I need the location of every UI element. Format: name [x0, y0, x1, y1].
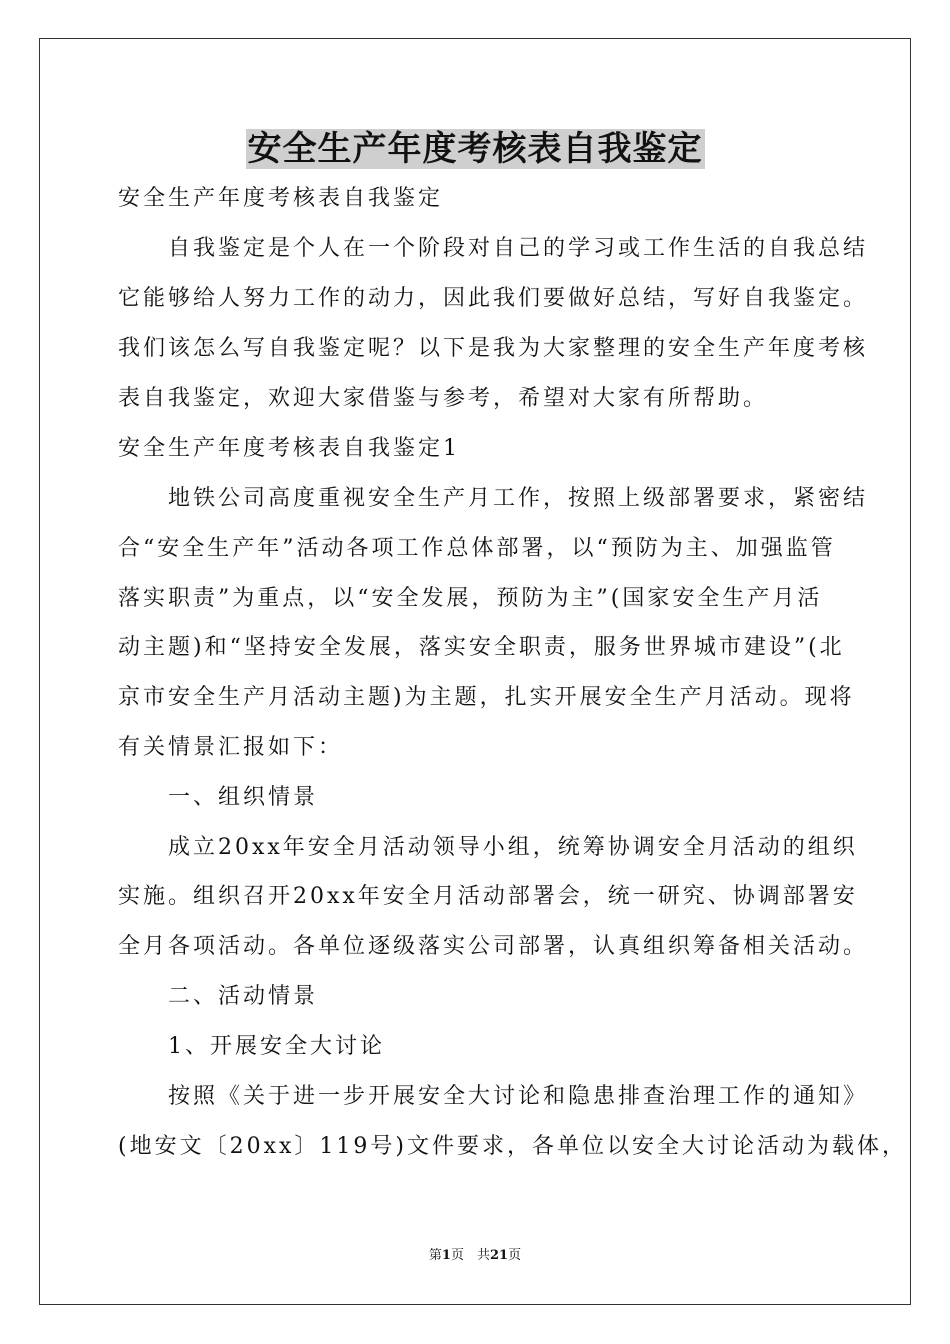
body-line: 京市安全生产月活动主题)为主题，扎实开展安全生产月活动。现将 — [118, 685, 855, 710]
footer-suffix: 页 — [508, 1248, 522, 1263]
page-footer — [0, 1246, 950, 1266]
body-line: 实施。组织召开20xx年安全月活动部署会，统一研究、协调部署安 — [118, 884, 858, 909]
body-line: 我们该怎么写自我鉴定呢？以下是我为大家整理的安全生产年度考核 — [118, 336, 869, 361]
body-line: 安全生产年度考核表自我鉴定1 — [118, 436, 460, 461]
body-line: 表自我鉴定，欢迎大家借鉴与参考，希望对大家有所帮助。 — [118, 386, 769, 411]
body-line: 成立20xx年安全月活动领导小组，统筹协调安全月活动的组织 — [118, 835, 858, 860]
document-title-text: 安全生产年度考核表自我鉴定 — [247, 129, 703, 169]
body-line: 1、开展安全大讨论 — [118, 1034, 385, 1059]
body-line: 地铁公司高度重视安全生产月工作，按照上级部署要求，紧密结 — [118, 486, 869, 511]
body-line: (地安文〔20xx〕119号)文件要求，各单位以安全大讨论活动为载体， — [118, 1134, 907, 1159]
body-line: 动主题)和“坚持安全发展，落实安全职责，服务世界城市建设”(北 — [118, 635, 845, 660]
body-line: 一、组织情景 — [118, 785, 319, 810]
body-line: 安全生产年度考核表自我鉴定 — [118, 186, 444, 211]
body-line: 二、活动情景 — [118, 984, 319, 1009]
footer-total-pages: 21 — [489, 1248, 509, 1263]
page-border — [39, 38, 911, 1305]
footer-page-number: 1 — [441, 1248, 451, 1263]
body-line: 合“安全生产年”活动各项工作总体部署，以“预防为主、加强监管 — [118, 536, 836, 561]
body-line: 落实职责”为重点，以“安全发展，预防为主”(国家安全生产月活 — [118, 586, 823, 611]
body-line: 有关情景汇报如下： — [118, 735, 344, 760]
footer-prefix: 第 — [428, 1248, 442, 1263]
body-line: 它能够给人努力工作的动力，因此我们要做好总结，写好自我鉴定。 — [118, 286, 869, 311]
body-line: 自我鉴定是个人在一个阶段对自己的学习或工作生活的自我总结 — [118, 236, 869, 261]
body-line: 按照《关于进一步开展安全大讨论和隐患排查治理工作的通知》 — [118, 1084, 869, 1109]
footer-middle: 页 共 — [450, 1248, 490, 1263]
body-line: 全月各项活动。各单位逐级落实公司部署，认真组织筹备相关活动。 — [118, 934, 869, 959]
document-title — [0, 124, 950, 174]
